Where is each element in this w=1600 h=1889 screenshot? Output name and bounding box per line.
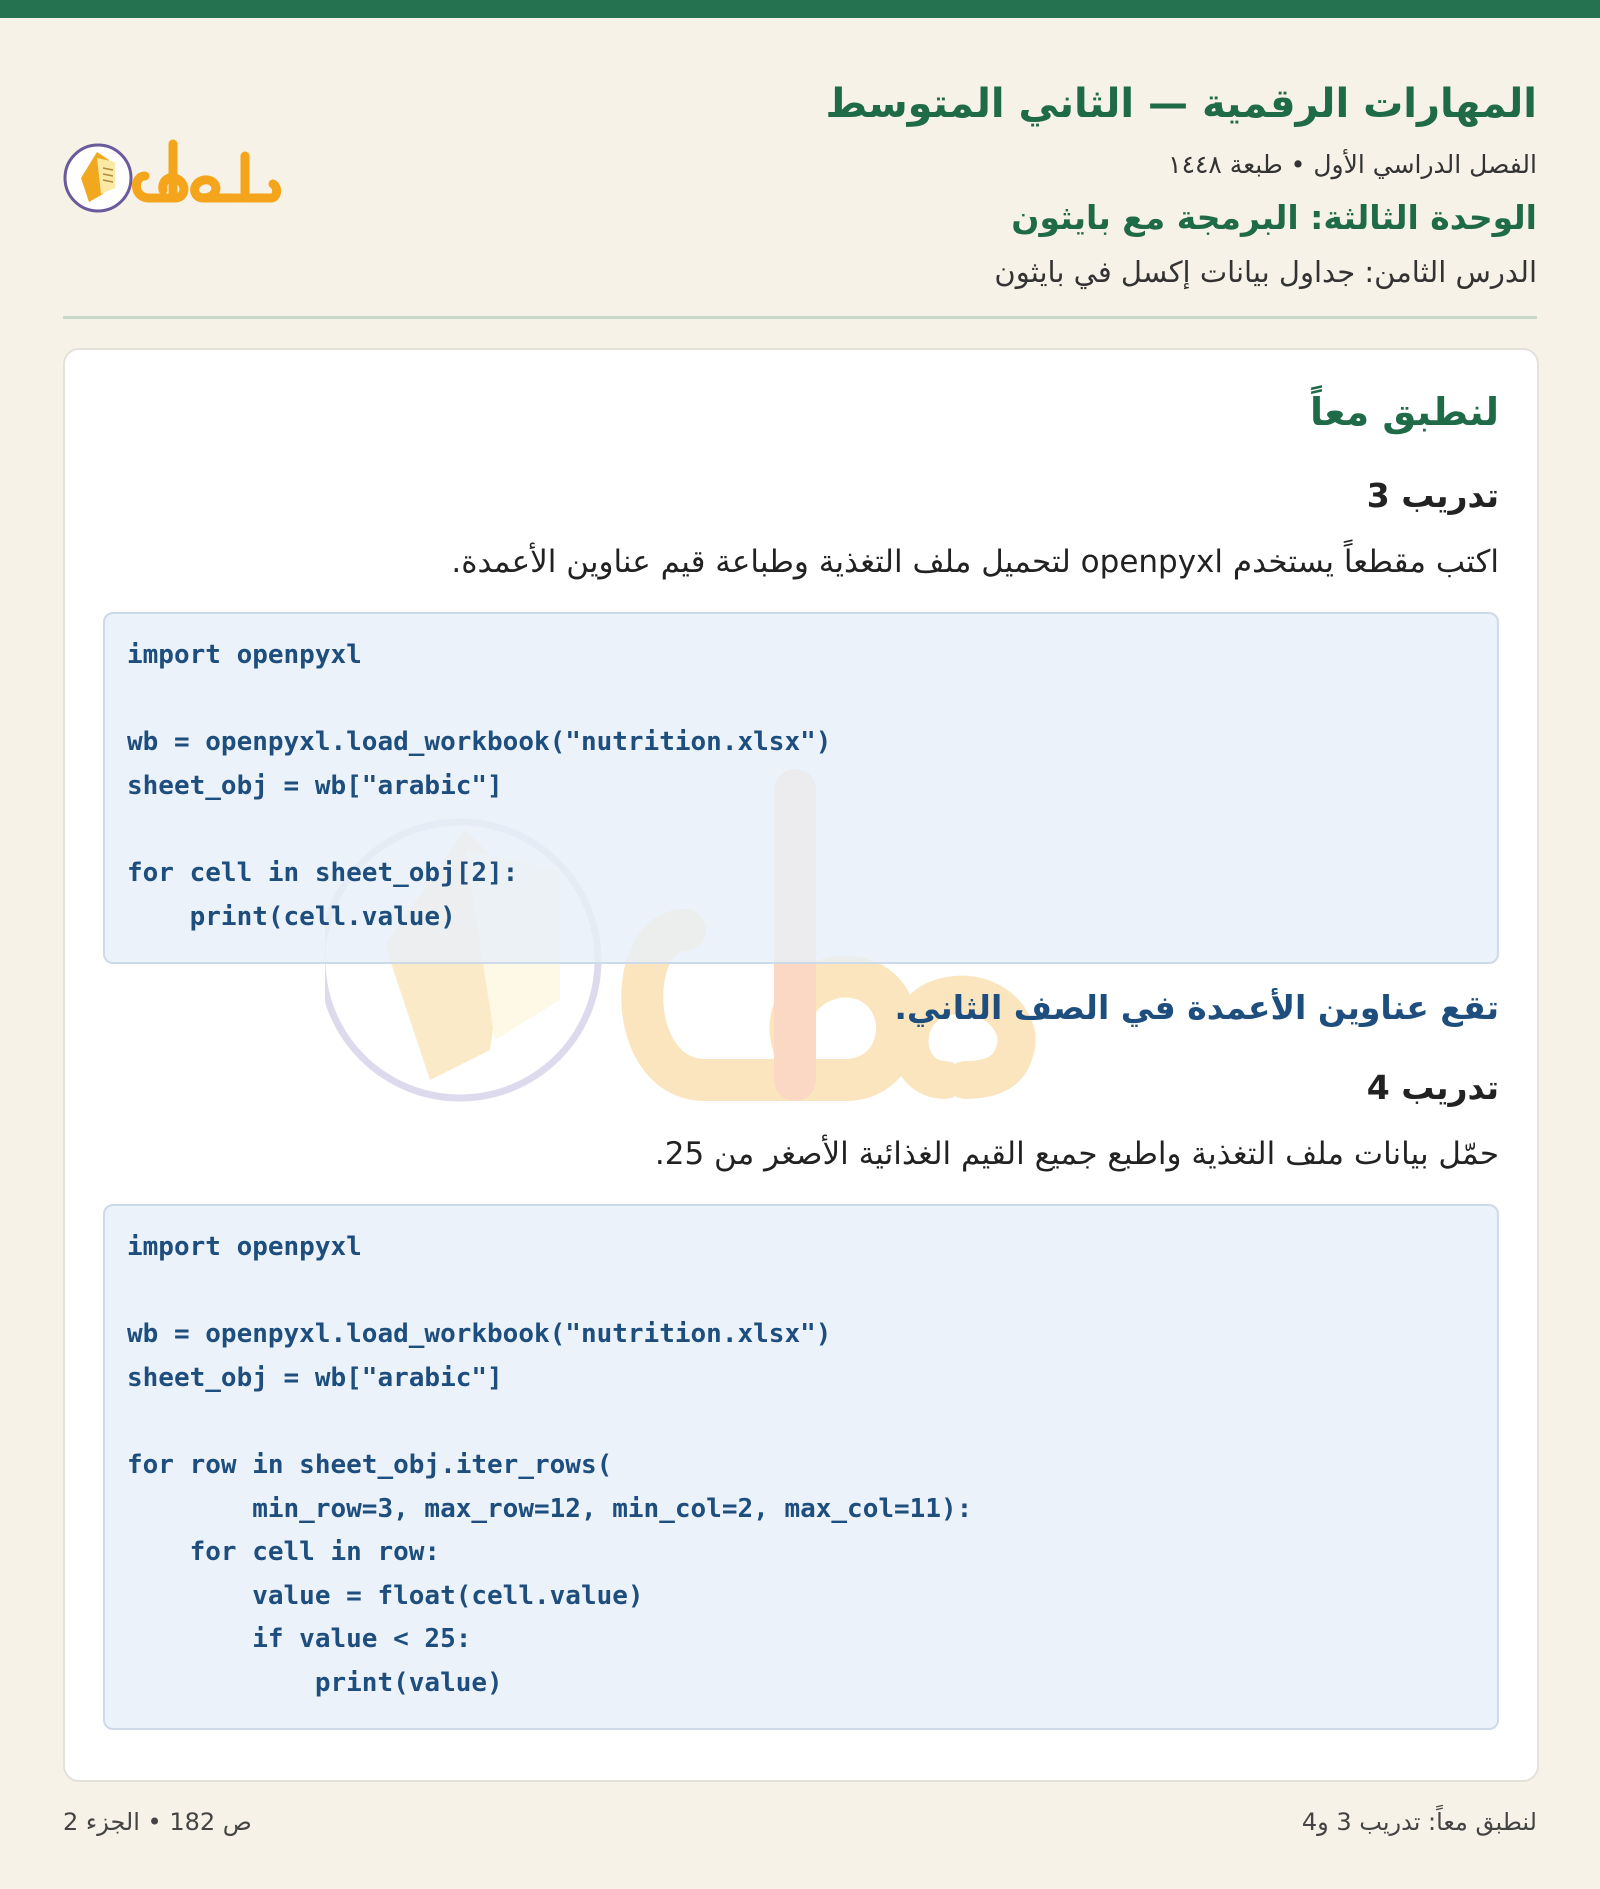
exercise-4-code: import openpyxl wb = openpyxl.load_workbook("nutrition.xlsx") sheet_obj = wb["arabic"] for row in sheet_obj.iter_rows( min_row=3, max_row=12, min_col=2, max_col=11): for cell in row: value = float(cell.value) if value < 25: print(value) <box>127 1232 973 1698</box>
header-divider <box>63 316 1537 319</box>
top-accent-bar <box>0 0 1600 18</box>
exercise-3-code: import openpyxl wb = openpyxl.load_workbook("nutrition.xlsx") sheet_obj = wb["arabic"] for cell in sheet_obj[2]: print(cell.value) <box>127 640 832 932</box>
section-heading: لنطبق معاً <box>1309 390 1499 434</box>
exercise-3-answer: تقع عناوين الأعمدة في الصف الثاني. <box>894 988 1499 1027</box>
exercise-4-code-block <box>103 1204 1499 1730</box>
lesson-title: الدرس الثامن: جداول بيانات إكسل في بايثون <box>994 255 1537 289</box>
page-header <box>63 70 1537 318</box>
unit-title: الوحدة الثالثة: البرمجة مع بايثون <box>1011 198 1537 237</box>
hulul-logo <box>63 132 283 222</box>
footer-section-label: لنطبق معاً: تدريب 3 و4 <box>1301 1808 1537 1836</box>
book-title: المهارات الرقمية — الثاني المتوسط <box>825 81 1537 127</box>
term-edition: الفصل الدراسي الأول • طبعة ١٤٤٨ <box>1168 150 1537 179</box>
footer-page-number: ص 182 • الجزء 2 <box>63 1808 252 1836</box>
exercise-4-prompt: حمّل بيانات ملف التغذية واطبع جميع القيم الغذائية الأصغر من 25. <box>654 1136 1499 1172</box>
exercise-3-code-block <box>103 612 1499 964</box>
exercise-3-prompt: اكتب مقطعاً يستخدم openpyxl لتحميل ملف التغذية وطباعة قيم عناوين الأعمدة. <box>451 544 1499 580</box>
exercise-4-title: تدريب 4 <box>1366 1068 1499 1107</box>
header-text <box>537 70 1537 300</box>
exercise-3-title: تدريب 3 <box>1366 476 1499 515</box>
content-card <box>63 348 1539 1782</box>
